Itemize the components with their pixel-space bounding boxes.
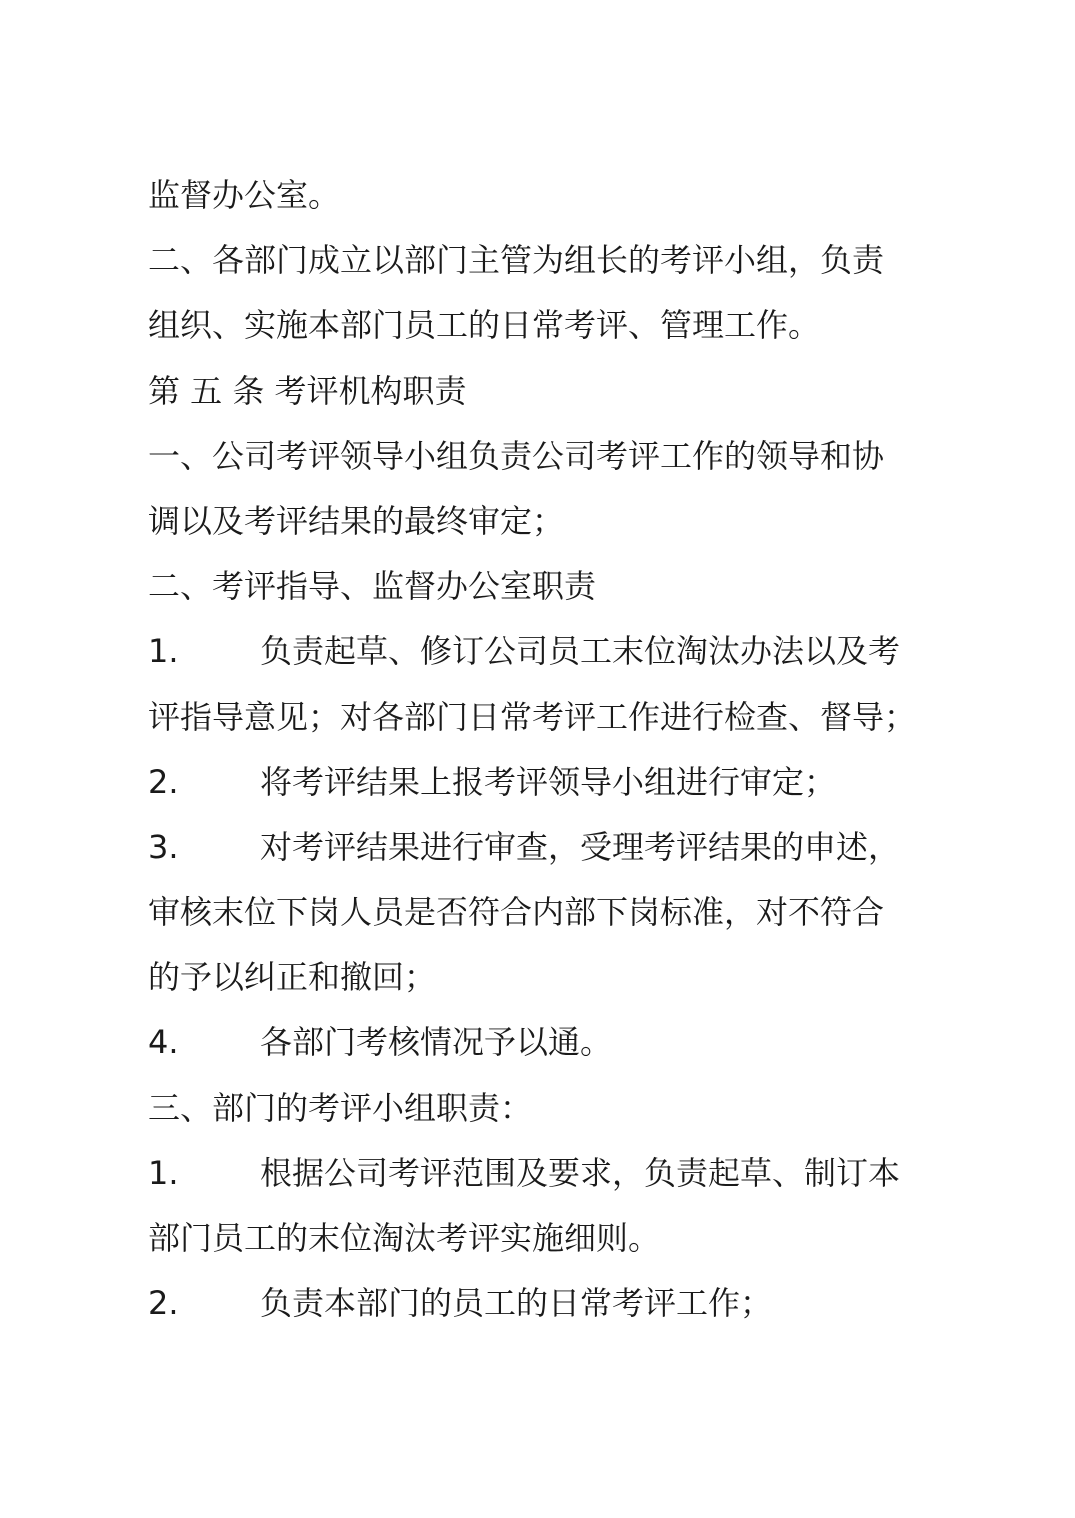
item-text: 将考评结果上报考评领导小组进行审定； [260,762,837,801]
document-body [148,163,948,1336]
item-text: 负责起草、修订公司员工末位淘汰办法以及考 [260,632,901,671]
text-line: 部门员工的末位淘汰考评实施细则。 [148,1219,661,1257]
item-text: 负责本部门的员工的日常考评工作； [260,1284,773,1323]
text-line: 审核末位下岗人员是否符合内部下岗标准，对不符合 [148,893,885,932]
text-line: 监督办公室。 [148,176,341,214]
item-number: 1. [148,632,179,671]
numbered-item [148,619,948,684]
section-heading: 二、考评指导、监督办公室职责 [148,567,597,606]
article-heading: 第 五 条 考评机构职责 [148,371,467,410]
item-number: 1. [148,1153,179,1192]
text-line: 二、各部门成立以部门主管为组长的考评小组，负责 [148,241,885,280]
text-line: 组织、实施本部门员工的日常考评、管理工作。 [148,306,821,345]
item-text: 对考评结果进行审查，受理考评结果的申述， [260,827,901,866]
numbered-item [148,1141,948,1206]
numbered-item [148,815,948,880]
text-line: 一、公司考评领导小组负责公司考评工作的领导和协 [148,436,885,475]
item-number: 2. [148,1284,179,1323]
item-number: 4. [148,1023,179,1062]
item-number: 2. [148,762,179,801]
item-text: 根据公司考评范围及要求，负责起草、制订本 [260,1153,901,1192]
numbered-item [148,750,948,815]
numbered-item [148,1271,948,1336]
text-line: 的予以纠正和撤回； [148,958,437,997]
text-line: 评指导意见；对各部门日常考评工作进行检查、督导； [148,697,917,736]
section-heading: 三、部门的考评小组职责： [148,1088,533,1127]
item-number: 3. [148,827,179,866]
text-line: 调以及考评结果的最终审定； [148,501,565,540]
item-text: 各部门考核情况予以通。 [260,1023,613,1062]
numbered-item [148,1010,948,1075]
